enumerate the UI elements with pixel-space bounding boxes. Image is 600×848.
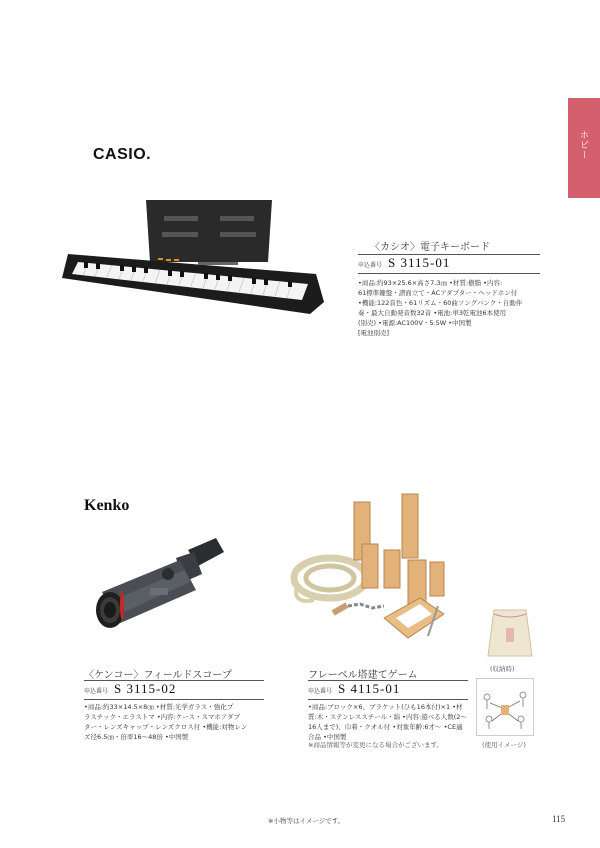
usage-illustration [477,679,533,735]
page-number: 115 [552,814,566,824]
description-line: ズ径6.5㎝・倍率16～48倍 •中国製 [84,733,189,741]
order-label: 申込番号 [308,688,333,695]
casio-description [358,278,522,338]
kenko-logo: Kenko [84,497,130,514]
footer-note: ※小物等はイメージです。 [268,817,345,825]
keyboard-photo [58,196,330,320]
casio-logo: CASIO. [93,146,152,163]
description-line: •商品:ブロック×6、ブラケット(ひも16本付)×1 •材 [308,703,463,711]
description-line: [電池別売] [358,329,390,337]
description-line: 奏・最大自動発音数32音 •電池:単3乾電池6本使用 [358,309,507,317]
storage-caption: (収納時) [490,665,515,673]
game-order-row [308,680,468,700]
category-tab-label: ホビー [578,130,588,160]
usage-caption: (使用イメージ) [482,741,526,749]
description-line: 16人まで)、巾着・クオル付 •対象年齢:6才～ •CE適 [308,723,463,731]
order-number: S 3115-02 [114,681,177,696]
description-line: ラスチック・エラストマ •内容:ケース・スマホアダプ [84,713,240,721]
description-line: 合品 •中国製 [308,733,347,741]
game-description [308,702,467,742]
casio-order-row [358,254,540,274]
order-label: 申込番号 [84,688,109,695]
order-number: S 4115-01 [338,681,401,696]
description-line: •商品:約93×25.6×高さ7.3㎝ •材質:樹脂 •内容: [358,279,503,287]
description-line: (別売) •電源:AC100V・5.5W •中国製 [358,319,472,327]
spotting-scope-photo [84,530,230,630]
description-line: 61標準鍵盤・譜面立て・ACアダプター・ヘッドホン付 [358,289,518,297]
usage-image-box [476,678,534,736]
storage-bag-photo [480,602,540,662]
description-line: ター・レンズキャップ・レンズクロス付 •機能:対物レン [84,723,248,731]
change-notice: ※商品情報等が変更になる場合がございます。 [308,741,443,749]
description-line: 質:木・ステンレススチール・綿 •内容:遊べる人数(2～ [308,713,467,721]
game-product-title: フレーベル塔建てゲーム [308,670,418,681]
kenko-product-title: 〈ケンコー〉フィールドスコープ [84,670,232,681]
kenko-description [84,702,247,742]
description-line: •商品:約33×14.5×8㎝ •材質:光学ガラス・強化プ [84,703,234,711]
order-label: 申込番号 [358,262,383,269]
description-line: •機能:122音色・61リズム・60曲ソングバンク・自動伴 [358,299,523,307]
category-tab-hobby [568,98,600,198]
order-number: S 3115-01 [388,255,451,270]
kenko-order-row [84,680,264,700]
tower-game-photo [288,486,468,656]
casio-product-title: 〈カシオ〉電子キーボード [370,242,490,253]
